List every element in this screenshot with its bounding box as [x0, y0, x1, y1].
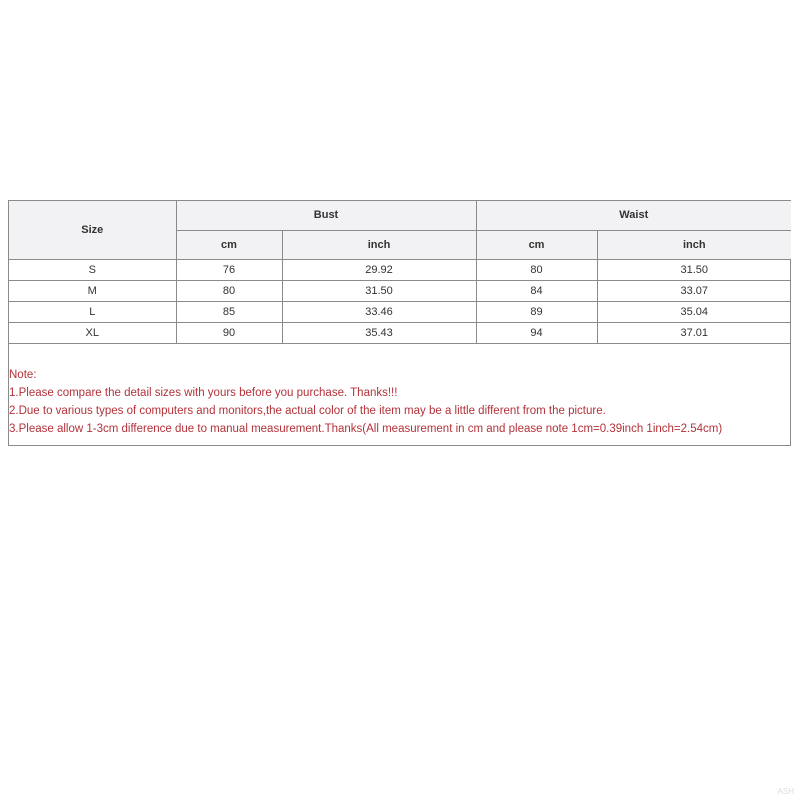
note-line: 3.Please allow 1-3cm difference due to manual measurement.Thanks(All measurement in cm and please note 1cm=0.39inch 1inch=2.54cm): [9, 423, 723, 435]
table-row: [9, 322, 791, 343]
size-cell: XL: [9, 322, 176, 343]
waist-inch-cell: 33.07: [597, 280, 791, 301]
waist-cm-cell: 89: [476, 301, 597, 322]
waist-cm-cell: 80: [476, 259, 597, 280]
waist-inch-cell: 31.50: [597, 259, 791, 280]
size-cell: L: [9, 301, 176, 322]
table-row: [9, 301, 791, 322]
bust-inch-header: inch: [282, 230, 476, 259]
waist-inch-cell: 35.04: [597, 301, 791, 322]
size-chart: [8, 200, 791, 446]
watermark: ASH: [777, 787, 794, 796]
size-table: [9, 201, 791, 344]
size-cell: M: [9, 280, 176, 301]
bust-cm-cell: 76: [176, 259, 282, 280]
waist-cm-header: cm: [476, 230, 597, 259]
notes-section: [9, 366, 790, 438]
bust-inch-cell: 35.43: [282, 322, 476, 343]
bust-cm-cell: 85: [176, 301, 282, 322]
waist-header: Waist: [476, 201, 791, 230]
note-line: 1.Please compare the detail sizes with yours before you purchase. Thanks!!!: [9, 387, 398, 399]
table-row: [9, 259, 791, 280]
bust-header: Bust: [176, 201, 476, 230]
bust-cm-cell: 90: [176, 322, 282, 343]
waist-cm-cell: 94: [476, 322, 597, 343]
bust-cm-header: cm: [176, 230, 282, 259]
waist-inch-cell: 37.01: [597, 322, 791, 343]
note-line: 2.Due to various types of computers and monitors,the actual color of the item may be a little different from the picture.: [9, 405, 606, 417]
size-header: Size: [9, 201, 176, 259]
bust-inch-cell: 33.46: [282, 301, 476, 322]
bust-cm-cell: 80: [176, 280, 282, 301]
table-row: [9, 280, 791, 301]
note-title: Note:: [9, 369, 37, 381]
bust-inch-cell: 31.50: [282, 280, 476, 301]
waist-cm-cell: 84: [476, 280, 597, 301]
waist-inch-header: inch: [597, 230, 791, 259]
bust-inch-cell: 29.92: [282, 259, 476, 280]
size-cell: S: [9, 259, 176, 280]
